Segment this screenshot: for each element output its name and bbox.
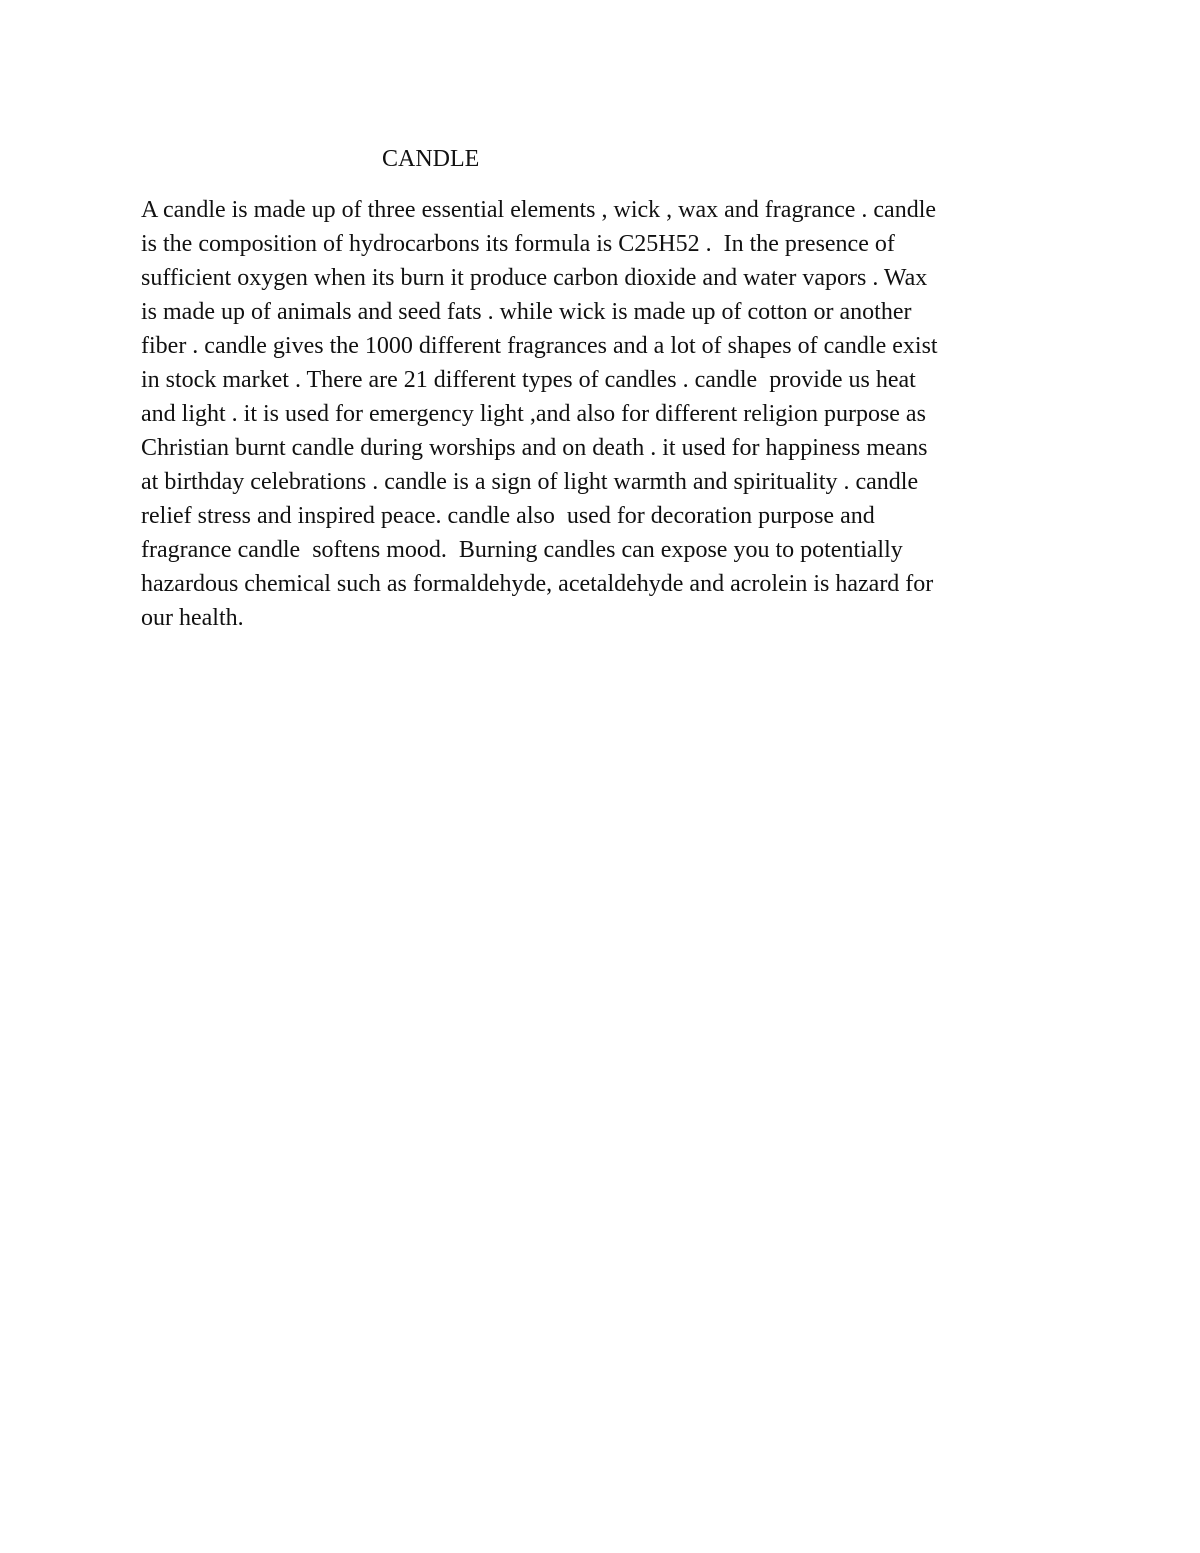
body-line-9: at birthday celebrations . candle is a sign of light warmth and spirituality . candle: [141, 469, 919, 495]
body-line-11: fragrance candle softens mood. Burning candles can expose you to potentially: [141, 537, 903, 563]
body-line-1: A candle is made up of three essential elements , wick , wax and fragrance . candle: [141, 197, 937, 223]
body-line-5: fiber . candle gives the 1000 different fragrances and a lot of shapes of candle exist: [141, 333, 938, 359]
body-line-10: relief stress and inspired peace. candle also used for decoration purpose and: [141, 503, 875, 529]
body-line-12: hazardous chemical such as formaldehyde, acetaldehyde and acrolein is hazard for: [141, 571, 934, 597]
body-line-8: Christian burnt candle during worships and on death . it used for happiness means: [141, 435, 928, 461]
body-line-13: our health.: [141, 605, 244, 631]
body-line-3: sufficient oxygen when its burn it produce carbon dioxide and water vapors . Wax: [141, 265, 928, 291]
body-line-2: is the composition of hydrocarbons its formula is C25H52 . In the presence of: [141, 231, 895, 257]
document-title: CANDLE: [382, 146, 480, 172]
body-line-7: and light . it is used for emergency light ,and also for different religion purpose as: [141, 401, 926, 427]
body-line-4: is made up of animals and seed fats . while wick is made up of cotton or another: [141, 299, 912, 325]
body-line-6: in stock market . There are 21 different types of candles . candle provide us heat: [141, 367, 916, 393]
document-body: [141, 193, 1071, 635]
